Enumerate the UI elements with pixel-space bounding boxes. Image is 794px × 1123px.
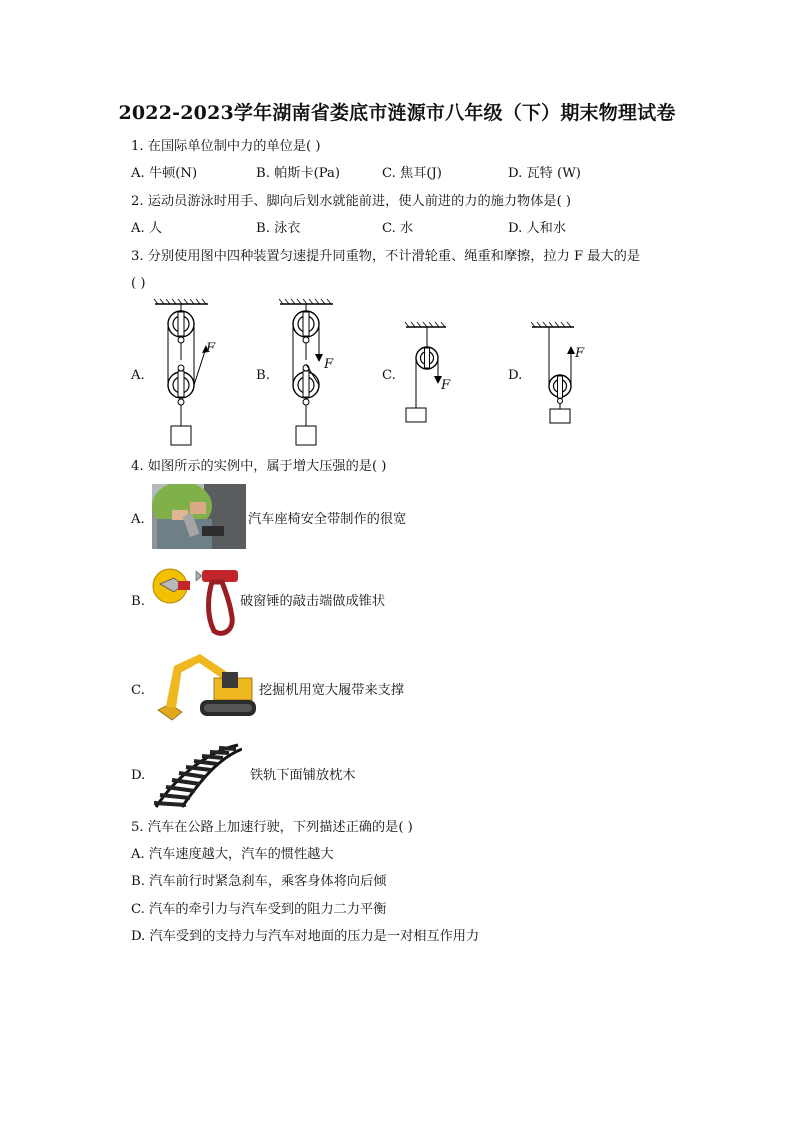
question-4-stem: 4. 如图所示的实例中，属于增大压强的是( ) bbox=[131, 459, 387, 474]
q2-option-d[interactable]: D. 人和水 bbox=[508, 221, 567, 236]
pulley-diagram-b bbox=[275, 298, 345, 448]
force-label-a: F bbox=[206, 341, 216, 356]
q1-option-a[interactable]: A. 牛顿(N) bbox=[131, 166, 198, 181]
seatbelt-photo bbox=[152, 484, 246, 549]
force-label-b: F bbox=[324, 357, 334, 372]
emergency-hammer-photo bbox=[152, 565, 238, 637]
pulley-diagram-c bbox=[400, 320, 460, 430]
pulley-diagram-d bbox=[528, 320, 588, 430]
q4-option-c-letter[interactable]: C. bbox=[131, 683, 145, 698]
q4-option-a-text[interactable]: 汽车座椅安全带制作的很宽 bbox=[248, 512, 407, 527]
pulley-diagram-a bbox=[150, 298, 220, 448]
question-3-stem: 3. 分别使用图中四种装置匀速提升同重物，不计滑轮重、绳重和摩擦，拉力 F 最大的是 bbox=[131, 249, 641, 264]
force-label-d: F bbox=[575, 346, 585, 361]
q1-option-b[interactable]: B. 帕斯卡(Pa) bbox=[256, 166, 341, 181]
question-1-stem: 1. 在国际单位制中力的单位是( ) bbox=[131, 139, 321, 154]
q4-option-b-text[interactable]: 破窗锤的敲击端做成锥状 bbox=[240, 594, 386, 609]
q1-option-d[interactable]: D. 瓦特 (W) bbox=[508, 166, 581, 181]
question-3-stem-cont: ( ) bbox=[131, 276, 146, 291]
q2-option-c[interactable]: C. 水 bbox=[382, 221, 414, 236]
q5-option-c[interactable]: C. 汽车的牵引力与汽车受到的阻力二力平衡 bbox=[131, 902, 387, 917]
q4-option-d-letter[interactable]: D. bbox=[131, 768, 146, 783]
q2-option-b[interactable]: B. 泳衣 bbox=[256, 221, 301, 236]
question-2-stem: 2. 运动员游泳时用手、脚向后划水就能前进，使人前进的力的施力物体是( ) bbox=[131, 194, 572, 209]
q5-option-b[interactable]: B. 汽车前行时紧急刹车，乘客身体将向后倾 bbox=[131, 874, 387, 889]
q4-option-d-text[interactable]: 铁轨下面铺放枕木 bbox=[250, 768, 356, 783]
force-label-c: F bbox=[441, 378, 451, 393]
q4-option-c-text[interactable]: 挖掘机用宽大履带来支撑 bbox=[259, 683, 405, 698]
q3-option-a[interactable]: A. bbox=[131, 368, 145, 383]
q4-option-b-letter[interactable]: B. bbox=[131, 594, 145, 609]
question-5-stem: 5. 汽车在公路上加速行驶，下列描述正确的是( ) bbox=[131, 820, 413, 835]
q3-option-d[interactable]: D. bbox=[508, 368, 523, 383]
q3-option-b[interactable]: B. bbox=[256, 368, 270, 383]
q5-option-d[interactable]: D. 汽车受到的支持力与汽车对地面的压力是一对相互作用力 bbox=[131, 929, 480, 944]
excavator-photo bbox=[152, 648, 258, 730]
q5-option-a[interactable]: A. 汽车速度越大，汽车的惯性越大 bbox=[131, 847, 334, 862]
q1-option-c[interactable]: C. 焦耳(J) bbox=[382, 166, 442, 181]
railway-track-photo bbox=[152, 743, 242, 809]
q3-option-c[interactable]: C. bbox=[382, 368, 396, 383]
q2-option-a[interactable]: A. 人 bbox=[131, 221, 163, 236]
page-title: 2022-2023学年湖南省娄底市涟源市八年级（下）期末物理试卷 bbox=[118, 102, 676, 124]
q4-option-a-letter[interactable]: A. bbox=[131, 512, 145, 527]
